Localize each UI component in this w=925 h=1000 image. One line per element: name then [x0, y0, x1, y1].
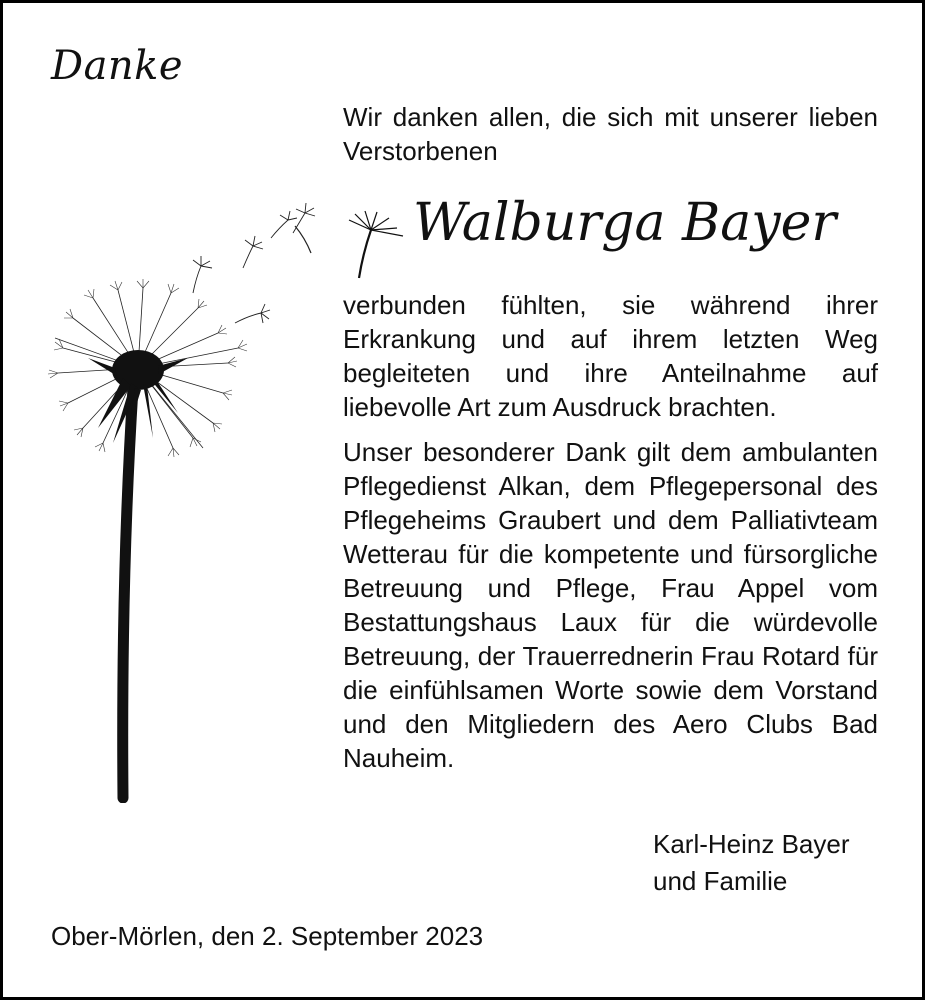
- signature-name: Karl-Heinz Bayer: [653, 829, 850, 859]
- dandelion-seed-icon: [341, 208, 411, 283]
- heading: Danke: [51, 43, 184, 89]
- paragraph-support: verbunden fühlten, sie während ihrer Erkrankung und auf ihrem letzten Weg begleiteten und ihre Anteilnahme auf liebevolle Art zum Ausdruck brachten.: [343, 290, 878, 422]
- signature: [653, 826, 850, 900]
- intro-text: Wir danken allen, die sich mit unserer lieben Verstorbenen: [343, 102, 878, 166]
- dandelion-icon: [43, 198, 343, 803]
- signature-family: und Familie: [653, 866, 788, 896]
- place-date: Ober-Mörlen, den 2. September 2023: [51, 921, 484, 951]
- deceased-name: Walburga Bayer: [413, 193, 837, 253]
- paragraph-gratitude: Unser besonderer Dank gilt dem ambulanten Pflegedienst Alkan, dem Pflegepersonal des Pflegeheims Graubert und dem Palliativteam Wetterau für die kompetente und fürsorgliche Betreuung und Pflege, Frau Appel vom Bestattungshaus Laux für die würdevolle Betreuung, der Trauerrednerin Frau Rotard für die einfühlsamen Worte sowie dem Vorstand und den Mitgliedern des Aero Clubs Bad Nauheim.: [343, 437, 878, 773]
